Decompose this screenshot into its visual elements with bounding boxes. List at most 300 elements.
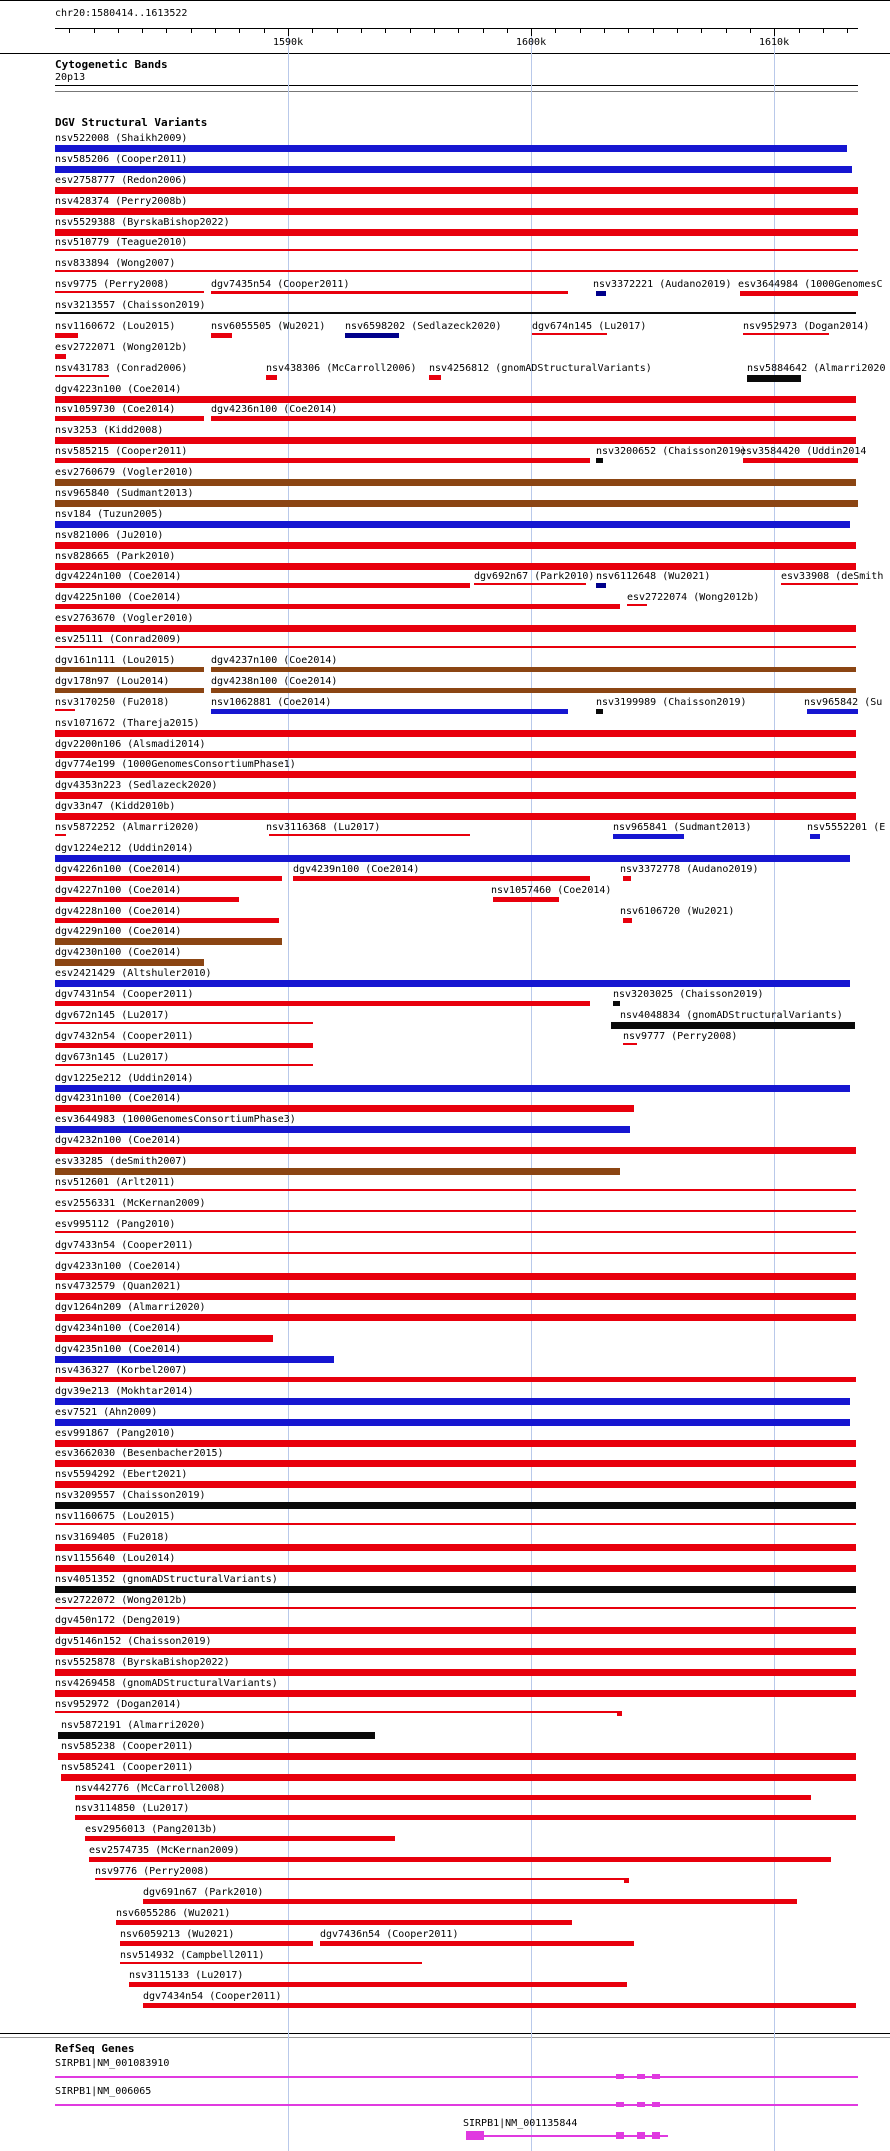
ruler-line [55,28,858,29]
variant-bar[interactable] [55,563,856,570]
variant-label: dgv4223n100 (Coe2014) [55,384,182,395]
variant-bar[interactable] [55,1523,856,1525]
variant-label: nsv3209557 (Chaisson2019) [55,1490,206,1501]
variant-bar[interactable] [532,333,607,335]
variant-bar[interactable] [493,897,559,902]
ruler-minor-tick [507,29,508,33]
variant-label: dgv774e199 (1000GenomesConsortiumPhase1) [55,759,296,770]
variant-label: dgv4230n100 (Coe2014) [55,947,182,958]
variant-bar[interactable] [75,1795,811,1800]
variant-bar[interactable] [596,709,603,714]
variant-bar[interactable] [55,312,856,314]
gene-exon[interactable] [466,2131,484,2140]
variant-bar[interactable] [55,583,470,588]
variant-label: nsv6059213 (Wu2021) [120,1929,235,1940]
variant-label: dgv178n97 (Lou2014) [55,676,170,687]
ruler-minor-tick [434,29,435,33]
variant-bar[interactable] [55,416,204,421]
variant-bar[interactable] [55,1607,856,1609]
variant-bar[interactable] [120,1941,313,1946]
variant-bar[interactable] [55,1586,856,1593]
variant-label: nsv3253 (Kidd2008) [55,425,164,436]
variant-bar[interactable] [623,876,631,881]
variant-bar[interactable] [743,333,829,335]
variant-label: dgv2200n106 (Alsmadi2014) [55,739,206,750]
variant-bar[interactable] [623,918,632,923]
variant-label: dgv7434n54 (Cooper2011) [143,1991,282,2002]
variant-label: nsv1062881 (Coe2014) [211,697,332,708]
variant-bar[interactable] [55,1210,856,1212]
variant-label: nsv1160675 (Lou2015) [55,1511,176,1522]
ruler-minor-tick [312,29,313,33]
gene-exon[interactable] [652,2132,660,2139]
variant-bar[interactable] [55,604,620,609]
ruler-major-tick [774,29,775,36]
variant-bar[interactable] [743,458,858,463]
variant-bar[interactable] [617,1711,622,1716]
variant-label: nsv431783 (Conrad2006) [55,363,188,374]
ruler-minor-tick [166,29,167,33]
gene-exon[interactable] [637,2102,645,2107]
variant-label: nsv9776 (Perry2008) [95,1866,210,1877]
cytoband-box[interactable] [55,85,858,92]
variant-bar[interactable] [55,771,856,778]
variant-bar[interactable] [613,1001,620,1006]
variant-label: nsv6112648 (Wu2021) [596,571,711,582]
variant-bar[interactable] [613,834,684,839]
variant-bar[interactable] [807,709,858,714]
variant-label: nsv1059730 (Coe2014) [55,404,176,415]
variant-bar[interactable] [55,980,850,987]
variant-bar[interactable] [61,1774,856,1781]
variant-label: nsv6055505 (Wu2021) [211,321,326,332]
variant-label: nsv585238 (Cooper2011) [61,1741,194,1752]
gene-exon[interactable] [616,2132,624,2139]
variant-label: dgv5146n152 (Chaisson2019) [55,1636,212,1647]
variant-label: esv25111 (Conrad2009) [55,634,182,645]
variant-label: nsv585241 (Cooper2011) [61,1762,194,1773]
gene-exon[interactable] [637,2132,645,2139]
variant-bar[interactable] [55,1669,856,1676]
variant-bar[interactable] [55,1460,856,1467]
variant-bar[interactable] [55,1627,856,1634]
variant-label: nsv1071672 (Thareja2015) [55,718,200,729]
variant-label: dgv4224n100 (Coe2014) [55,571,182,582]
variant-label: dgv1225e212 (Uddin2014) [55,1073,194,1084]
variant-bar[interactable] [143,1899,797,1904]
variant-label: dgv4236n100 (Coe2014) [211,404,338,415]
variant-label: nsv6106720 (Wu2021) [620,906,735,917]
variant-bar[interactable] [211,709,568,714]
variant-bar[interactable] [55,1690,856,1697]
variant-bar[interactable] [55,709,75,711]
ruler-minor-tick [483,29,484,33]
variant-bar[interactable] [55,229,858,236]
variant-bar[interactable] [55,1544,856,1551]
variant-bar[interactable] [55,1314,856,1321]
variant-label: nsv3372221 (Audano2019) [593,279,732,290]
ruler-minor-tick [750,29,751,33]
ruler-minor-tick [604,29,605,33]
variant-label: dgv4233n100 (Coe2014) [55,1261,182,1272]
variant-bar[interactable] [320,1941,634,1946]
variant-label: esv2760679 (Vogler2010) [55,467,194,478]
variant-bar[interactable] [55,187,858,194]
variant-label: nsv585215 (Cooper2011) [55,446,188,457]
ruler-minor-tick [94,29,95,33]
variant-bar[interactable] [55,1085,850,1092]
variant-bar[interactable] [810,834,820,839]
variant-label: nsv510779 (Teague2010) [55,237,188,248]
variant-bar[interactable] [55,166,852,173]
gene-line[interactable] [55,2076,858,2078]
variant-label: dgv691n67 (Park2010) [143,1887,264,1898]
variant-label: esv2556331 (McKernan2009) [55,1198,206,1209]
variant-bar[interactable] [596,583,606,588]
variant-label: nsv3116368 (Lu2017) [266,822,381,833]
variant-label: esv991867 (Pang2010) [55,1428,176,1439]
variant-bar[interactable] [269,834,470,836]
section-divider [0,2037,890,2038]
variant-bar[interactable] [55,1064,313,1066]
variant-bar[interactable] [55,333,78,338]
ruler-minor-tick [653,29,654,33]
variant-bar[interactable] [55,1335,273,1342]
variant-bar[interactable] [55,1252,856,1254]
variant-bar[interactable] [623,1043,637,1045]
variant-label: esv2421429 (Altshuler2010) [55,968,212,979]
cytoband-label: 20p13 [55,72,86,83]
variant-bar[interactable] [55,396,856,403]
variant-label: esv3644984 (1000GenomesC [738,279,883,290]
variant-bar[interactable] [55,1001,590,1006]
ruler-minor-tick [701,29,702,33]
variant-bar[interactable] [55,354,66,359]
variant-label: nsv3199989 (Chaisson2019) [596,697,747,708]
variant-label: esv2722072 (Wong2012b) [55,1595,188,1606]
variant-bar[interactable] [85,1836,395,1841]
ruler-minor-tick [191,29,192,33]
variant-bar[interactable] [55,145,847,152]
variant-label: nsv6055286 (Wu2021) [116,1908,231,1919]
variant-bar[interactable] [55,897,239,902]
variant-label: dgv4231n100 (Coe2014) [55,1093,182,1104]
ruler-minor-tick [823,29,824,33]
variant-label: esv3662030 (Besenbacher2015) [55,1448,224,1459]
variant-label: esv2956013 (Pang2013b) [85,1824,218,1835]
variant-bar[interactable] [55,375,109,377]
ruler-minor-tick [677,29,678,33]
variant-bar[interactable] [55,1565,856,1572]
variant-bar[interactable] [627,604,647,606]
variant-bar[interactable] [55,751,856,758]
variant-bar[interactable] [55,730,856,737]
variant-label: dgv4234n100 (Coe2014) [55,1323,182,1334]
variant-label: nsv3170250 (Fu2018) [55,697,170,708]
ruler-tick-label: 1590k [273,37,304,48]
variant-label: nsv436327 (Korbel2007) [55,1365,188,1376]
variant-label: dgv4235n100 (Coe2014) [55,1344,182,1355]
variant-bar[interactable] [129,1982,627,1987]
variant-label: nsv965841 (Sudmant2013) [613,822,752,833]
variant-bar[interactable] [55,646,856,648]
variant-label: dgv4227n100 (Coe2014) [55,885,182,896]
variant-label: nsv1155640 (Lou2014) [55,1553,176,1564]
variant-label: esv2763670 (Vogler2010) [55,613,194,624]
ruler-minor-tick [726,29,727,33]
variant-label: dgv450n172 (Deng2019) [55,1615,182,1626]
ruler-minor-tick [847,29,848,33]
variant-bar[interactable] [55,1648,856,1655]
ruler-minor-tick [69,29,70,33]
variant-label: esv2722071 (Wong2012b) [55,342,188,353]
variant-bar[interactable] [596,458,603,463]
variant-label: nsv3200652 (Chaisson2019) [596,446,747,457]
variant-label: esv995112 (Pang2010) [55,1219,176,1230]
variant-bar[interactable] [55,437,856,444]
variant-label: nsv3213557 (Chaisson2019) [55,300,206,311]
variant-bar[interactable] [55,938,282,945]
variant-bar[interactable] [55,1168,620,1175]
variant-bar[interactable] [55,1398,850,1405]
variant-bar[interactable] [474,583,586,585]
variant-label: nsv5529388 (ByrskaBishop2022) [55,217,230,228]
gene-exon[interactable] [652,2102,660,2107]
variant-bar[interactable] [55,959,204,966]
variant-bar[interactable] [116,1920,572,1925]
variant-bar[interactable] [55,1105,634,1112]
variant-label: dgv1224e212 (Uddin2014) [55,843,194,854]
variant-bar[interactable] [781,583,858,585]
ruler-minor-tick [215,29,216,33]
variant-bar[interactable] [55,542,856,549]
variant-label: nsv9777 (Perry2008) [623,1031,738,1042]
variant-label: dgv4353n223 (Sedlazeck2020) [55,780,218,791]
section-divider [0,53,890,54]
variant-label: nsv3169405 (Fu2018) [55,1532,170,1543]
gene-label: SIRPB1|NM_006065 [55,2086,152,2097]
variant-label: nsv952972 (Dogan2014) [55,1699,182,1710]
variant-label: dgv1264n209 (Almarri2020) [55,1302,206,1313]
variant-label: nsv952973 (Dogan2014) [743,321,870,332]
variant-label: nsv442776 (McCarroll2008) [75,1783,226,1794]
variant-bar[interactable] [55,625,856,632]
variant-bar[interactable] [75,1815,856,1820]
variant-label: esv2722074 (Wong2012b) [627,592,760,603]
variant-label: esv7521 (Ahn2009) [55,1407,158,1418]
variant-label: dgv4229n100 (Coe2014) [55,926,182,937]
variant-bar[interactable] [58,1732,375,1739]
variant-label: nsv4732579 (Quan2021) [55,1281,182,1292]
variant-bar[interactable] [95,1878,627,1880]
variant-bar[interactable] [55,270,858,272]
variant-bar[interactable] [55,834,66,836]
variant-label: esv3584420 (Uddin2014 [740,446,867,457]
ruler-minor-tick [385,29,386,33]
position-label: chr20:1580414..1613522 [55,8,188,19]
gene-exon[interactable] [616,2074,624,2079]
variant-bar[interactable] [211,688,856,693]
ruler-minor-tick [580,29,581,33]
variant-label: dgv7432n54 (Cooper2011) [55,1031,194,1042]
variant-bar[interactable] [55,792,856,799]
ruler-minor-tick [458,29,459,33]
variant-label: esv33285 (deSmith2007) [55,1156,188,1167]
variant-bar[interactable] [58,1753,856,1760]
variant-bar[interactable] [747,375,801,382]
variant-label: dgv4225n100 (Coe2014) [55,592,182,603]
gene-label: SIRPB1|NM_001083910 [55,2058,170,2069]
gene-exon[interactable] [652,2074,660,2079]
variant-label: nsv4048834 (gnomADStructuralVariants) [620,1010,843,1021]
variant-bar[interactable] [143,2003,856,2008]
variant-label: nsv522008 (Shaikh2009) [55,133,188,144]
variant-bar[interactable] [55,458,590,463]
variant-bar[interactable] [55,521,850,528]
ruler-tick-label: 1610k [759,37,790,48]
variant-label: nsv5525878 (ByrskaBishop2022) [55,1657,230,1668]
variant-bar[interactable] [55,1022,313,1024]
variant-label: nsv1160672 (Lou2015) [55,321,176,332]
variant-bar[interactable] [55,1273,856,1280]
variant-label: nsv184 (Tuzun2005) [55,509,164,520]
variant-label: nsv3372778 (Audano2019) [620,864,759,875]
variant-label: dgv7431n54 (Cooper2011) [55,989,194,1000]
variant-bar[interactable] [55,1502,856,1509]
variant-label: nsv1057460 (Coe2014) [491,885,612,896]
variant-bar[interactable] [55,208,858,215]
variant-bar[interactable] [55,855,850,862]
variant-bar[interactable] [266,375,277,380]
gene-label: SIRPB1|NM_001135844 [463,2118,578,2129]
variant-label: nsv5872252 (Almarri2020) [55,822,200,833]
variant-bar[interactable] [55,500,858,507]
variant-label: nsv833894 (Wong2007) [55,258,176,269]
variant-label: nsv3203025 (Chaisson2019) [613,989,764,1000]
variant-bar[interactable] [55,1481,856,1488]
variant-bar[interactable] [211,333,232,338]
variant-label: nsv5884642 (Almarri2020 [747,363,886,374]
variant-label: nsv3115133 (Lu2017) [129,1970,244,1981]
ruler-minor-tick [264,29,265,33]
ruler-minor-tick [799,29,800,33]
variant-label: dgv161n111 (Lou2015) [55,655,176,666]
variant-bar[interactable] [624,1878,629,1883]
variant-label: nsv585206 (Cooper2011) [55,154,188,165]
variant-label: dgv672n145 (Lu2017) [55,1010,170,1021]
variant-bar[interactable] [55,1419,850,1426]
variant-label: nsv428374 (Perry2008b) [55,196,188,207]
variant-label: esv2758777 (Redon2006) [55,175,188,186]
ruler-minor-tick [337,29,338,33]
variant-label: dgv4238n100 (Coe2014) [211,676,338,687]
variant-label: dgv4232n100 (Coe2014) [55,1135,182,1146]
variant-bar[interactable] [740,291,858,296]
ruler-minor-tick [628,29,629,33]
variant-bar[interactable] [211,416,856,421]
variant-bar[interactable] [55,1147,856,1154]
variant-bar[interactable] [55,1293,856,1300]
variant-bar[interactable] [611,1022,855,1029]
variant-label: nsv828665 (Park2010) [55,551,176,562]
ruler-minor-tick [410,29,411,33]
gene-line[interactable] [55,2104,858,2106]
variant-label: nsv438306 (McCarroll2006) [266,363,417,374]
variant-bar[interactable] [89,1857,831,1862]
variant-label: dgv7433n54 (Cooper2011) [55,1240,194,1251]
variant-bar[interactable] [55,1126,630,1133]
variant-label: nsv4051352 (gnomADStructuralVariants) [55,1574,278,1585]
variant-label: dgv7436n54 (Cooper2011) [320,1929,459,1940]
variant-label: nsv514932 (Campbell2011) [120,1950,265,1961]
variant-bar[interactable] [211,667,856,672]
variant-bar[interactable] [55,1189,856,1191]
variant-label: esv2574735 (McKernan2009) [89,1845,240,1856]
variant-bar[interactable] [55,1377,856,1382]
variant-bar[interactable] [596,291,606,296]
variant-bar[interactable] [429,375,441,380]
variant-label: esv33908 (deSmith [781,571,884,582]
variant-label: nsv9775 (Perry2008) [55,279,170,290]
gene-exon[interactable] [637,2074,645,2079]
ruler-minor-tick [361,29,362,33]
variant-label: dgv7435n54 (Cooper2011) [211,279,350,290]
variant-label: dgv674n145 (Lu2017) [532,321,647,332]
ruler-minor-tick [118,29,119,33]
variant-bar[interactable] [55,291,204,293]
variant-label: nsv4256812 (gnomADStructuralVariants) [429,363,652,374]
variant-bar[interactable] [55,1440,856,1447]
variant-bar[interactable] [55,479,856,486]
track-title-cytobands: Cytogenetic Bands [55,58,168,71]
variant-label: esv3644983 (1000GenomesConsortiumPhase3) [55,1114,296,1125]
variant-label: dgv4226n100 (Coe2014) [55,864,182,875]
variant-bar[interactable] [55,249,858,251]
ruler-major-tick [531,29,532,36]
variant-label: nsv3114850 (Lu2017) [75,1803,190,1814]
ruler-minor-tick [555,29,556,33]
variant-bar[interactable] [293,876,590,881]
variant-bar[interactable] [55,1043,313,1048]
gene-exon[interactable] [616,2102,624,2107]
variant-label: nsv5872191 (Almarri2020) [61,1720,206,1731]
variant-label: nsv6598202 (Sedlazeck2020) [345,321,502,332]
variant-bar[interactable] [55,813,856,820]
variant-bar[interactable] [55,1356,334,1363]
variant-label: nsv821006 (Ju2010) [55,530,164,541]
variant-bar[interactable] [55,1711,620,1713]
variant-bar[interactable] [120,1962,422,1964]
ruler-minor-tick [239,29,240,33]
ruler-major-tick [288,29,289,36]
variant-bar[interactable] [55,688,204,693]
ruler-tick-label: 1600k [516,37,547,48]
variant-bar[interactable] [55,667,204,672]
variant-label: nsv965842 (Su [804,697,883,708]
variant-bar[interactable] [55,1231,856,1233]
variant-label: dgv692n67 (Park2010) [474,571,595,582]
variant-label: nsv4269458 (gnomADStructuralVariants) [55,1678,278,1689]
variant-bar[interactable] [211,291,568,294]
variant-label: dgv39e213 (Mokhtar2014) [55,1386,194,1397]
track-title-refseq: RefSeq Genes [55,2042,135,2055]
variant-bar[interactable] [55,876,282,881]
variant-bar[interactable] [55,918,279,923]
variant-bar[interactable] [345,333,399,338]
variant-label: nsv5594292 (Ebert2021) [55,1469,188,1480]
variant-label: dgv673n145 (Lu2017) [55,1052,170,1063]
variant-label: dgv33n47 (Kidd2010b) [55,801,176,812]
